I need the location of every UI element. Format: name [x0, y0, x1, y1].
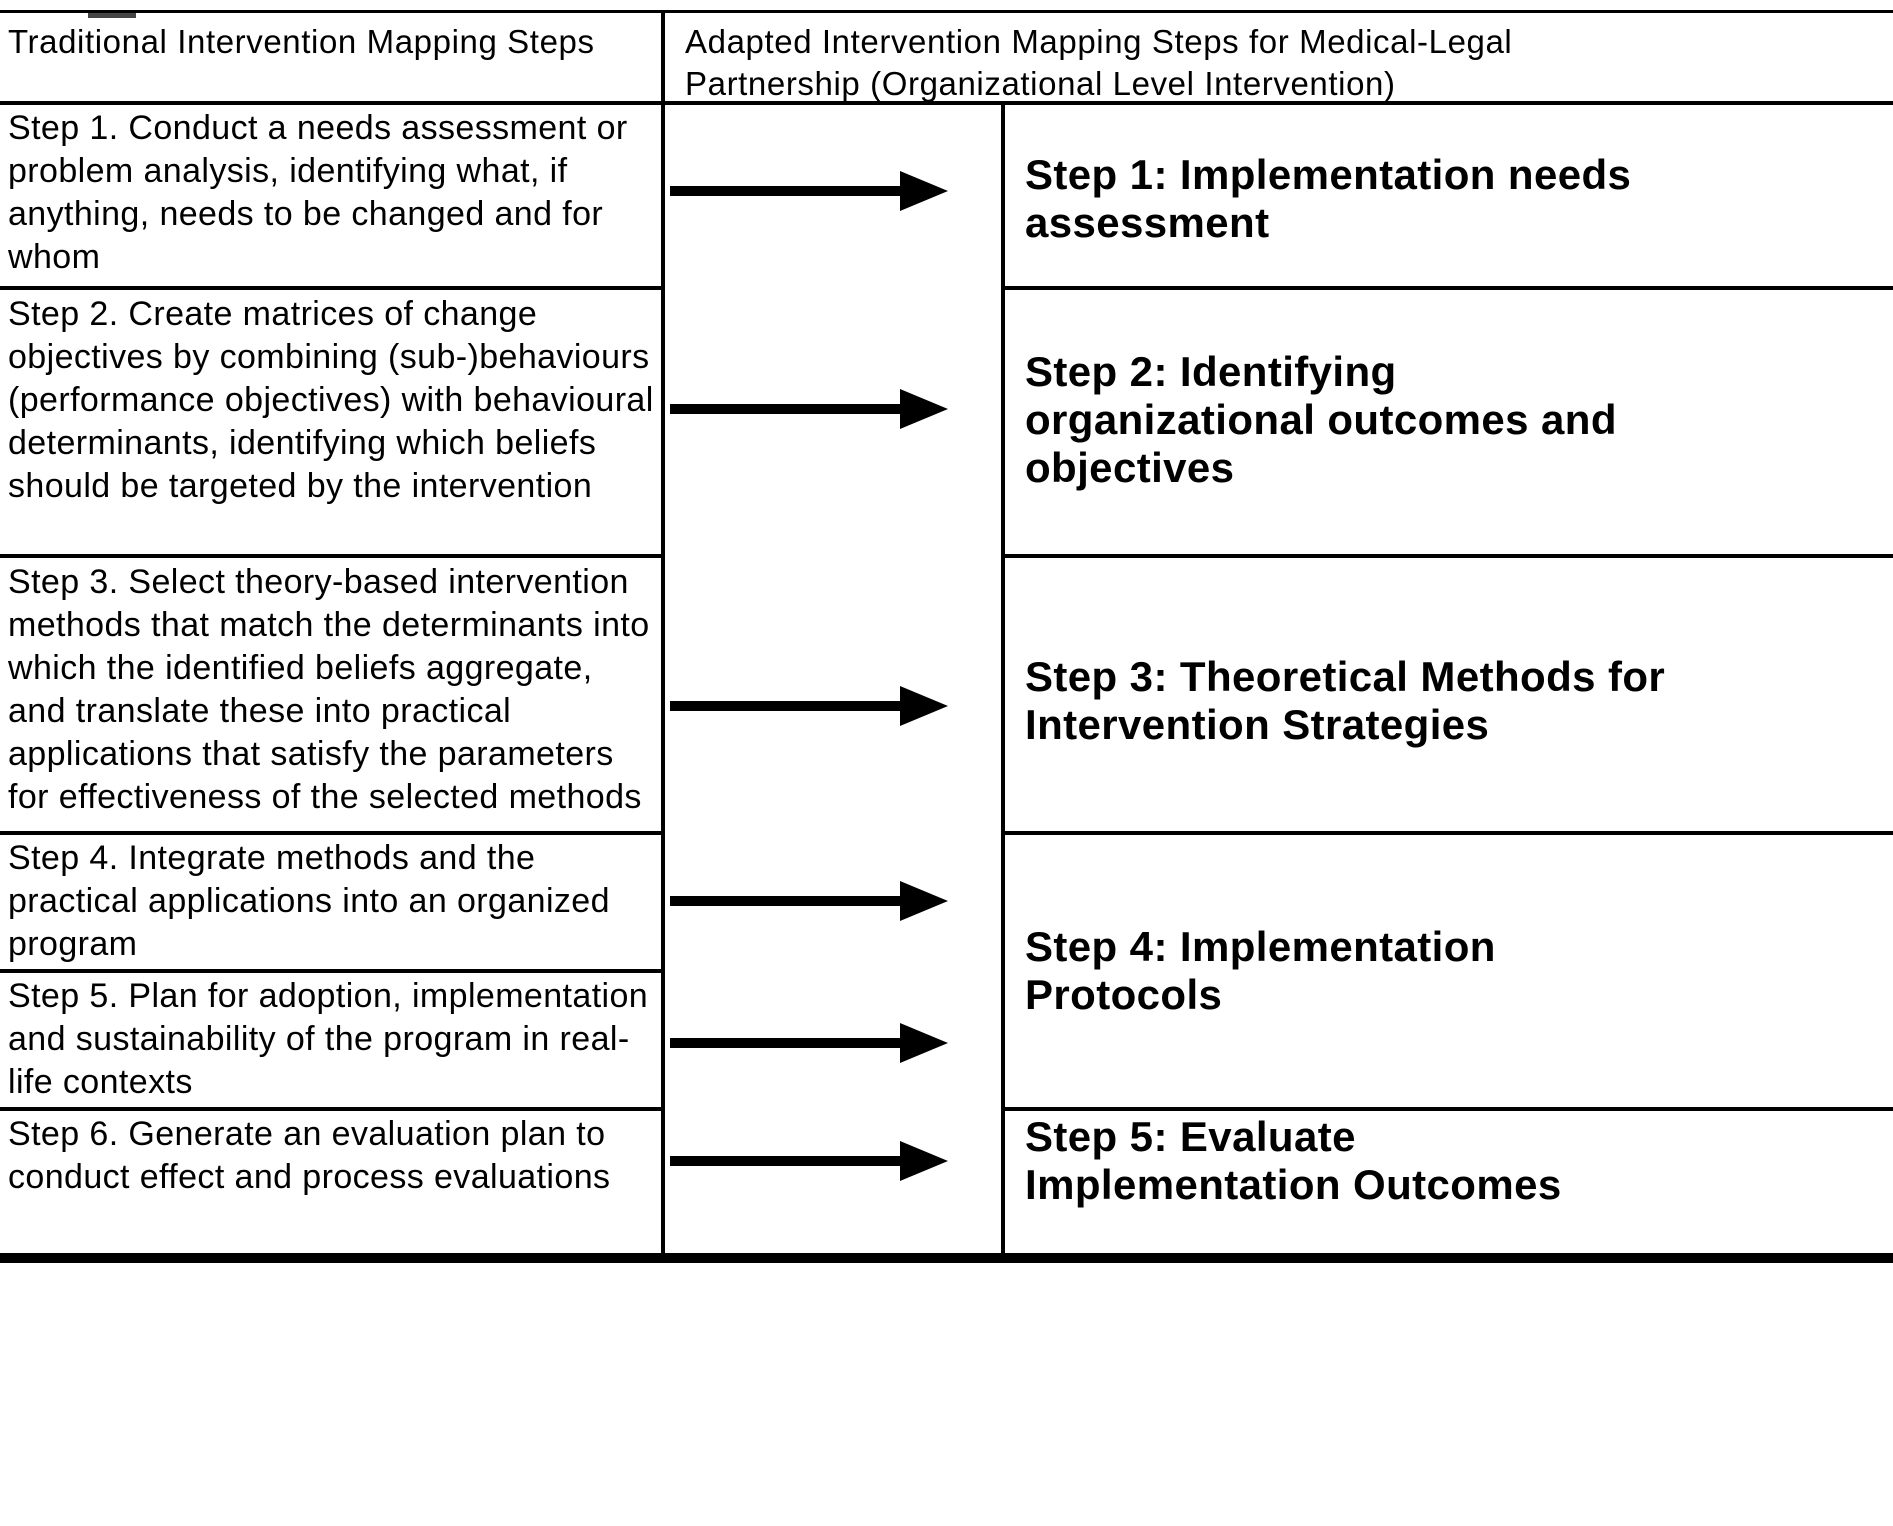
traditional-step-3: Step 3. Select theory-based intervention methods that match the determinants into which the identified beliefs aggregate, and translate these into practical applications that satisfy the parameters for effectiveness of the selected methods	[8, 563, 650, 816]
adapted-step-1: Step 1: Implementation needs assessment	[1025, 151, 1632, 246]
traditional-step-4: Step 4. Integrate methods and the practical applications into an organized program	[8, 839, 610, 963]
intervention-mapping-table	[0, 10, 1893, 1263]
traditional-step-2: Step 2. Create matrices of change objectives by combining (sub-)behaviours (performance objectives) with behavioural determinants, identifying which beliefs should be targeted by the intervention	[8, 295, 654, 505]
mapping-arrow-5-icon	[670, 1023, 948, 1063]
arrow-shaft	[670, 186, 905, 196]
adapted-step-4: Step 4: Implementation Protocols	[1025, 923, 1496, 1018]
arrow-head	[900, 171, 948, 211]
arrow-head	[900, 389, 948, 429]
mapping-arrow-4-icon	[670, 881, 948, 921]
arrow-head	[900, 1141, 948, 1181]
arrow-shaft	[670, 1038, 905, 1048]
right-row-line-1	[1001, 286, 1893, 290]
mapping-arrow-6-icon	[670, 1141, 948, 1181]
left-row-line-1	[0, 286, 665, 290]
adapted-step-5: Step 5: Evaluate Implementation Outcomes	[1025, 1113, 1562, 1208]
traditional-step-5: Step 5. Plan for adoption, implementation and sustainability of the program in real-life contexts	[8, 977, 649, 1101]
arrow-shaft	[670, 896, 905, 906]
column-divider-right	[1001, 101, 1005, 1253]
adapted-step-2: Step 2: Identifying organizational outcomes and objectives	[1025, 348, 1617, 491]
left-row-line-4	[0, 969, 665, 973]
arrow-head	[900, 686, 948, 726]
mapping-arrow-3-icon	[670, 686, 948, 726]
arrow-shaft	[670, 701, 905, 711]
arrow-shaft	[670, 404, 905, 414]
right-row-line-2	[1001, 554, 1893, 558]
mapping-arrow-2-icon	[670, 389, 948, 429]
column-divider-left	[661, 13, 665, 1253]
crop-artifact-mark	[88, 13, 136, 18]
left-row-line-3	[0, 831, 665, 835]
traditional-step-6: Step 6. Generate an evaluation plan to conduct effect and process evaluations	[8, 1115, 611, 1196]
arrow-head	[900, 1023, 948, 1063]
right-row-line-3	[1001, 831, 1893, 835]
right-row-line-4	[1001, 1107, 1893, 1111]
adapted-column-header: Adapted Intervention Mapping Steps for Medical-Legal Partnership (Organizational Level Intervention)	[685, 23, 1513, 102]
traditional-step-1: Step 1. Conduct a needs assessment or problem analysis, identifying what, if anything, needs to be changed and for whom	[8, 109, 628, 276]
mapping-arrow-1-icon	[670, 171, 948, 211]
traditional-column-header: Traditional Intervention Mapping Steps	[8, 23, 595, 60]
left-row-line-2	[0, 554, 665, 558]
adapted-step-3: Step 3: Theoretical Methods for Intervention Strategies	[1025, 653, 1666, 748]
left-row-line-5	[0, 1107, 665, 1111]
arrow-shaft	[670, 1156, 905, 1166]
arrow-head	[900, 881, 948, 921]
